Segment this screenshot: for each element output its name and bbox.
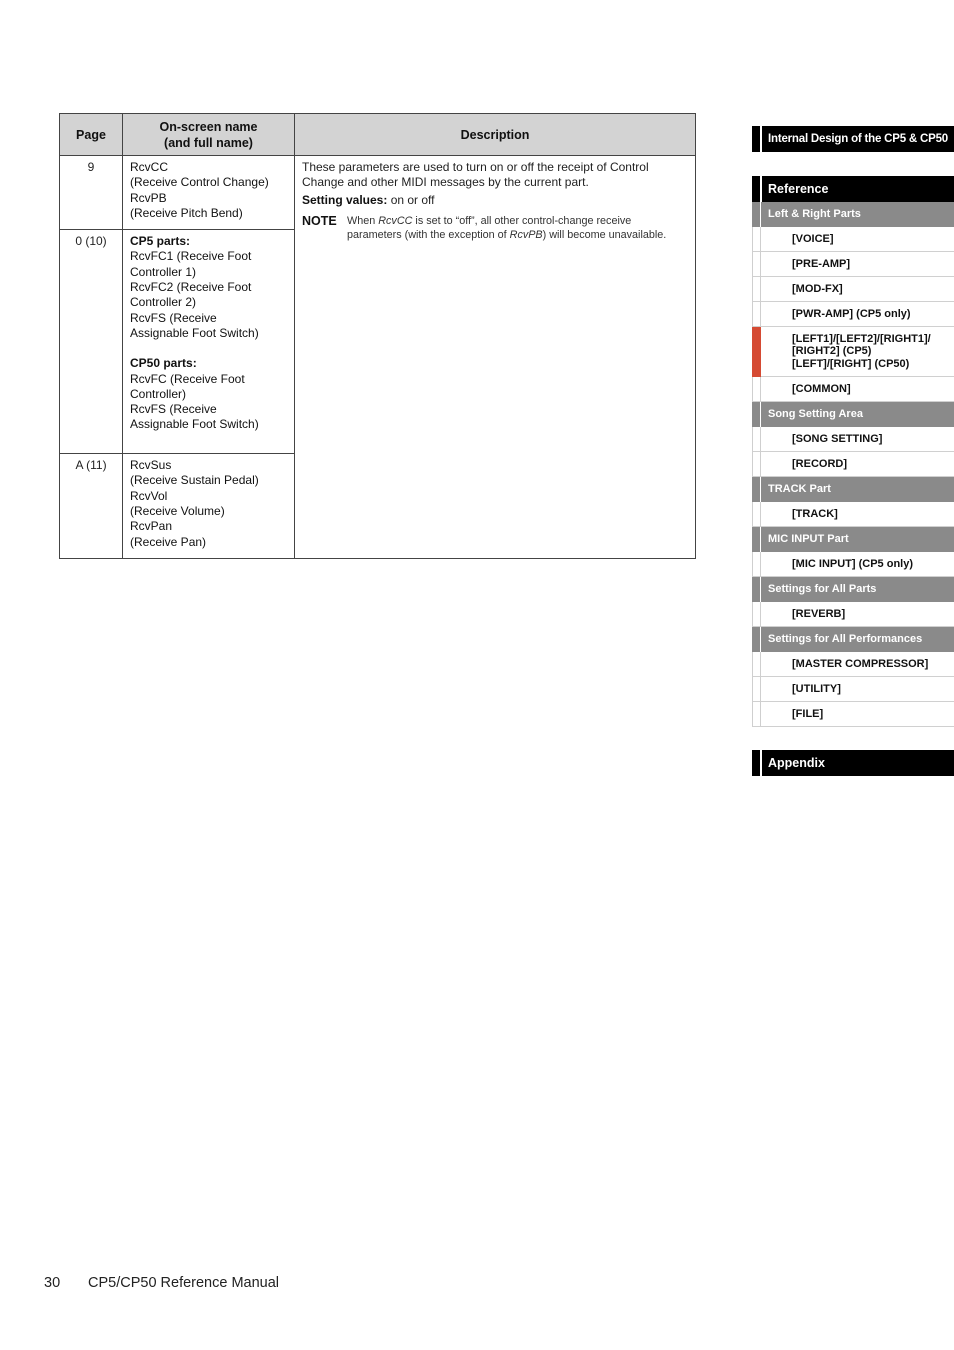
note-text-part: When: [347, 214, 379, 227]
nav-item-line: [LEFT1]/[LEFT2]/[RIGHT1]/: [792, 332, 931, 345]
nav-section-mic-input-part[interactable]: MIC INPUT Part: [752, 527, 954, 552]
param-name: RcvFS (Receive: [130, 310, 217, 325]
note-text-part: ) will become unavailable.: [542, 229, 667, 242]
header-name-line2: (and full name): [164, 135, 253, 150]
cp50-parts-heading: CP50 parts:: [130, 356, 197, 371]
param-name: Assignable Foot Switch): [130, 417, 259, 432]
nav-item-master-compressor[interactable]: [MASTER COMPRESSOR]: [752, 652, 954, 677]
nav-internal-design[interactable]: [752, 126, 954, 152]
nav-appendix-label: Appendix: [752, 750, 954, 776]
page-cell: 0 (10): [60, 230, 123, 454]
description-cell: [295, 156, 696, 559]
nav-item-common[interactable]: [COMMON]: [752, 377, 954, 402]
nav-item-utility[interactable]: [UTILITY]: [752, 677, 954, 702]
name-cell: [123, 156, 295, 230]
nav-reference[interactable]: Reference: [752, 176, 954, 202]
header-name-line1: On-screen name: [159, 119, 258, 134]
param-name: RcvVol: [130, 488, 168, 503]
note-label: NOTE: [302, 213, 337, 228]
page-footer: [44, 1275, 279, 1291]
param-name: Controller 1): [130, 264, 197, 279]
note-block: [302, 214, 687, 243]
param-name: RcvCC: [130, 160, 168, 174]
setting-values-value: on or off: [387, 192, 435, 207]
nav-item-voice[interactable]: [VOICE]: [752, 227, 954, 252]
nav-item-song-setting[interactable]: [SONG SETTING]: [752, 427, 954, 452]
nav-item-record[interactable]: [RECORD]: [752, 452, 954, 477]
nav-section-track-part[interactable]: TRACK Part: [752, 477, 954, 502]
note-term-rcvcc: RcvCC: [378, 214, 413, 227]
param-name: RcvPB: [130, 190, 167, 205]
nav-section-settings-all-parts[interactable]: Settings for All Parts: [752, 577, 954, 602]
nav-item-left-right-active[interactable]: [752, 327, 954, 377]
setting-values-label: Setting values:: [302, 192, 388, 207]
param-full-name: (Receive Control Change): [130, 175, 269, 190]
nav-internal-design-label: Internal Design of the CP5 & CP50: [752, 126, 954, 152]
param-name: RcvSus: [130, 458, 172, 473]
nav-section-left-right-parts[interactable]: Left & Right Parts: [752, 202, 954, 227]
header-onscreen-name: [123, 114, 295, 156]
header-page: Page: [60, 114, 123, 156]
nav-item-pwr-amp[interactable]: [PWR-AMP] (CP5 only): [752, 302, 954, 327]
param-name: RcvFC1 (Receive Foot: [130, 249, 252, 264]
table-header-row: [60, 114, 696, 156]
param-name: RcvPan: [130, 519, 173, 534]
header-description: Description: [295, 114, 696, 156]
note-term-rcvpb: RcvPB: [509, 229, 543, 242]
note-text: [347, 214, 687, 243]
cp5-parts-heading: CP5 parts:: [130, 234, 191, 249]
page-cell: A (11): [60, 454, 123, 559]
page-cell: 9: [60, 156, 123, 230]
param-full-name: (Receive Pan): [130, 534, 207, 549]
setting-values: [302, 193, 687, 208]
nav-item-mod-fx[interactable]: [MOD-FX]: [752, 277, 954, 302]
nav-appendix[interactable]: [752, 750, 954, 776]
param-full-name: (Receive Pitch Bend): [130, 205, 243, 220]
param-name: Controller 2): [130, 295, 197, 310]
page-number: 30: [44, 1275, 61, 1291]
param-name: Controller): [130, 386, 187, 401]
nav-item-track[interactable]: [TRACK]: [752, 502, 954, 527]
param-full-name: (Receive Volume): [130, 504, 225, 519]
name-cell: [123, 230, 295, 454]
param-name: RcvFS (Receive: [130, 402, 217, 417]
nav-item-reverb[interactable]: [REVERB]: [752, 602, 954, 627]
table-row: [60, 156, 696, 230]
note-text-part: is set to “off”, all other control-change receive parameters (with the exception of: [347, 214, 632, 242]
nav-reference-menu: [752, 176, 954, 727]
nav-item-pre-amp[interactable]: [PRE-AMP]: [752, 252, 954, 277]
param-name: RcvFC2 (Receive Foot: [130, 280, 252, 295]
param-full-name: (Receive Sustain Pedal): [130, 473, 259, 488]
description-text: These parameters are used to turn on or off the receipt of Control Change and other MIDI messages by the current part.: [302, 160, 649, 190]
nav-item-line: [LEFT]/[RIGHT] (CP50): [792, 357, 910, 370]
nav-item-file[interactable]: [FILE]: [752, 702, 954, 727]
nav-section-settings-all-performances[interactable]: Settings for All Performances: [752, 627, 954, 652]
spacer: [130, 341, 288, 356]
param-name: RcvFC (Receive Foot: [130, 371, 245, 386]
name-cell: [123, 454, 295, 559]
param-name: Assignable Foot Switch): [130, 325, 259, 340]
nav-item-line: [RIGHT2] (CP5): [792, 345, 872, 358]
nav-item-mic-input[interactable]: [MIC INPUT] (CP5 only): [752, 552, 954, 577]
manual-title: CP5/CP50 Reference Manual: [88, 1275, 280, 1291]
parameter-table: [59, 113, 696, 559]
nav-section-song-setting-area[interactable]: Song Setting Area: [752, 402, 954, 427]
